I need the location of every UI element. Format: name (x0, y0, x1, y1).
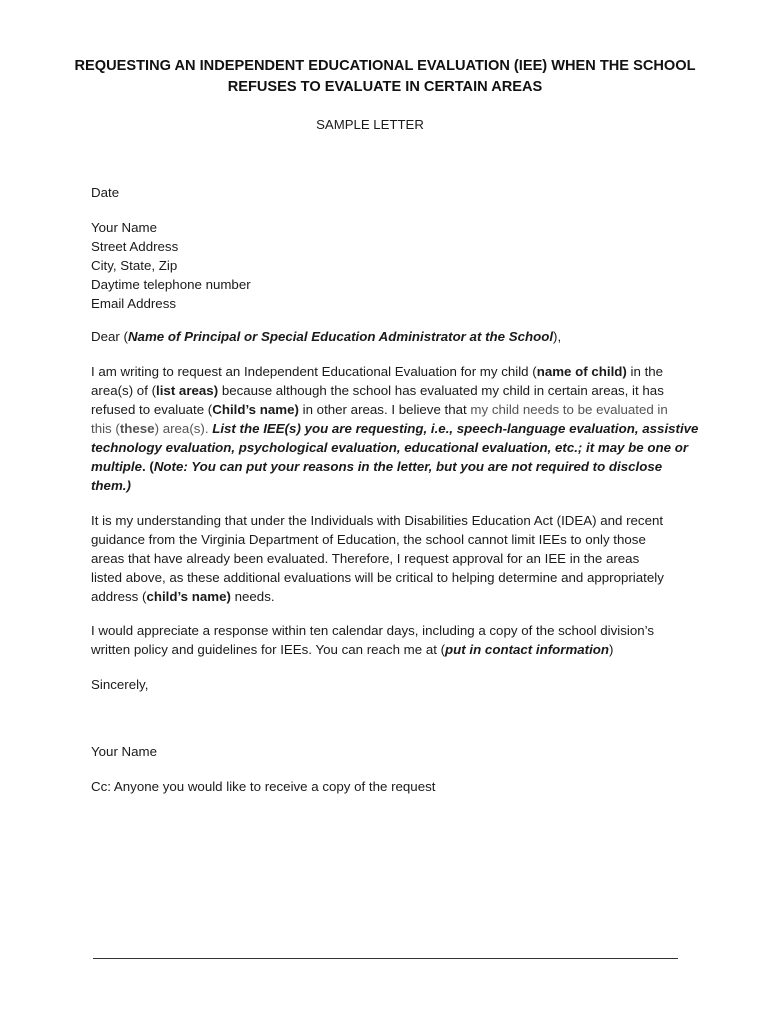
date-line (91, 183, 703, 202)
p2-line: areas that have already been evaluated. Therefore, I request approval for an IEE in the areas (91, 551, 640, 566)
title-line-1: REQUESTING AN INDEPENDENT EDUCATIONAL EVALUATION (IEE) WHEN THE SCHOOL (74, 58, 696, 74)
p2-line: It is my understanding that under the Individuals with Disabilities Education Act (IDEA) and recent (91, 513, 664, 528)
signature-name: Your Name (91, 744, 158, 759)
cc-line (91, 777, 703, 796)
p1-note: them.) (91, 478, 131, 493)
p1-list-areas-placeholder: list areas) (156, 383, 219, 398)
sender-phone: Daytime telephone number (91, 277, 251, 292)
p1-text: . ( (141, 459, 154, 474)
p1-these-placeholder: these (119, 421, 155, 436)
closing (91, 675, 703, 694)
sender-address-block (91, 218, 703, 313)
p1-text: in other areas. I believe that (298, 402, 471, 417)
p1-iee-instructions: technology evaluation, psychological evaluation, educational evaluation, etc.; it may be one or (91, 440, 689, 455)
sender-city: City, State, Zip (91, 258, 178, 273)
paragraph-request (91, 362, 703, 495)
p3-line: I would appreciate a response within ten calendar days, including a copy of the school division’s (91, 623, 654, 638)
paragraph-response (91, 621, 703, 659)
p1-text: area(s) of ( (91, 383, 157, 398)
salutation (91, 327, 703, 346)
document-subtitle: SAMPLE LETTER (316, 117, 424, 132)
p2-line: listed above, as these additional evaluations will be critical to helping determine and appropriately (91, 570, 664, 585)
p1-child-name-placeholder: name of child) (536, 364, 627, 379)
p1-iee-instructions: multiple (91, 459, 142, 474)
p3-text: written policy and guidelines for IEEs. You can reach me at ( (91, 642, 446, 657)
salutation-suffix: ), (553, 329, 562, 344)
signature (91, 742, 703, 761)
closing-text: Sincerely, (91, 677, 149, 692)
sender-email: Email Address (91, 296, 176, 311)
sender-street: Street Address (91, 239, 179, 254)
p1-text: I am writing to request an Independent Educational Evaluation for my child ( (91, 364, 537, 379)
p1-grey-text: my child needs to be evaluated in (470, 402, 668, 417)
cc-text: Cc: Anyone you would like to receive a copy of the request (91, 779, 436, 794)
p1-grey-text: ) area(s). (154, 421, 213, 436)
p2-child-name-placeholder: child’s name) (146, 589, 231, 604)
p1-text: because although the school has evaluated my child in certain areas, it has (218, 383, 664, 398)
date-text: Date (91, 185, 120, 200)
paragraph-understanding (91, 511, 703, 606)
p1-iee-instructions: List the IEE(s) you are requesting, i.e., speech-language evaluation, assistive (212, 421, 699, 436)
title-line-2: REFUSES TO EVALUATE IN CERTAIN AREAS (227, 79, 543, 95)
p1-text: in the (626, 364, 664, 379)
p1-child-name-placeholder: Child’s name) (212, 402, 299, 417)
p1-note: Note: You can put your reasons in the letter, but you are not required to disclose (153, 459, 663, 474)
footer-divider (93, 958, 678, 959)
p3-text: ) (609, 642, 614, 657)
sender-name: Your Name (91, 220, 158, 235)
p1-text: refused to evaluate ( (91, 402, 213, 417)
p1-grey-text: this ( (91, 421, 120, 436)
salutation-recipient: Name of Principal or Special Education Administrator at the School (127, 329, 554, 344)
p2-line: guidance from the Virginia Department of Education, the school cannot limit IEEs to only those (91, 532, 646, 547)
p3-contact-placeholder: put in contact information (445, 642, 610, 657)
salutation-prefix: Dear ( (91, 329, 128, 344)
p2-text: address ( (91, 589, 147, 604)
p2-text: needs. (230, 589, 275, 604)
document-title (40, 56, 730, 98)
